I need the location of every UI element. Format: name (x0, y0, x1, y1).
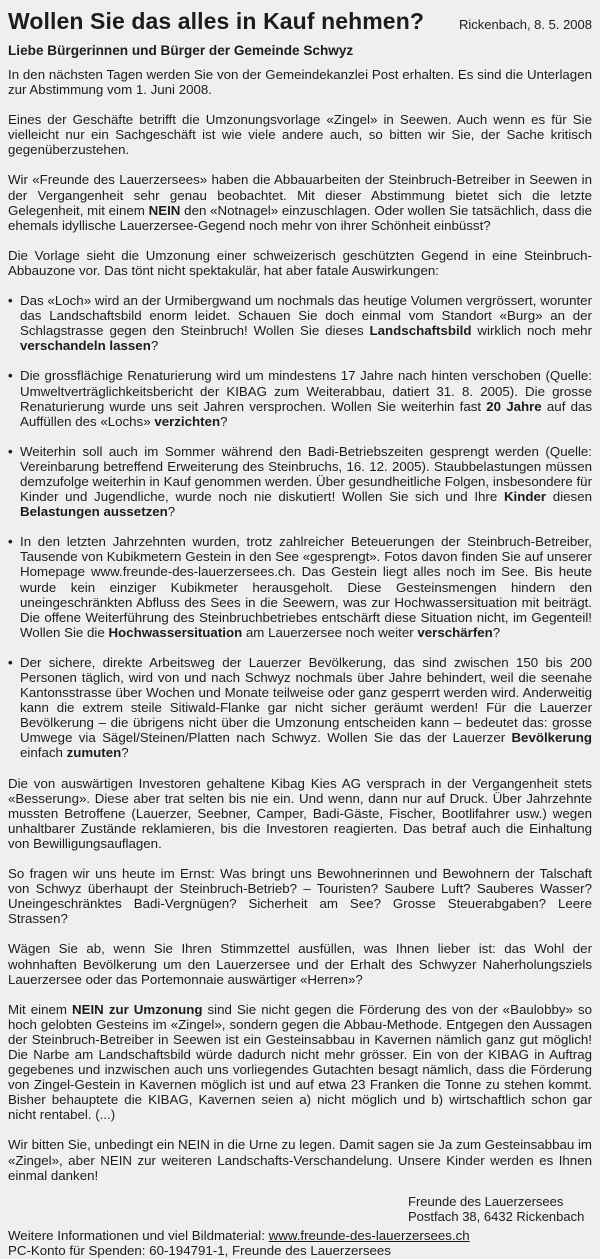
text-run: Die Vorlage sieht die Umzonung einer schweizerisch geschützten Gegend in eine Steinbruch-Abbauzone vor. Das tönt nicht spektakulär, hat aber fatale Auswirkungen: (8, 247, 592, 278)
footer (8, 1228, 592, 1259)
text-run: Weiterhin soll auch im Sommer während den Badi-Betriebszeiten gesprengt werden (Quelle: Vereinbarung betreffend Erweiterung des Steinbruchs, 16. 12. 2005). Staubbelastungen müssen demzufolge weiterhin in Kauf genommen werden. Über gesundheitliche Folgen, insbesondere für Kinder und Jugendliche, wurde noch nie diskutiert! Wollen Sie sich und Ihre (20, 443, 592, 505)
emphasis-nein: NEIN (148, 202, 181, 218)
emphasis-nein-umzonung: NEIN zur Umzonung (72, 1001, 203, 1017)
emphasis: Kinder (503, 489, 547, 505)
text-run: am Lauerzersee noch weiter (242, 624, 418, 640)
text-run: den «Notnagel» einzuschlagen. Oder wollen Sie tatsächlich, dass die ehemals idyllische Lauerzersee-Gegend noch mehr von ihrer Schönheit einbüsst? (8, 202, 593, 233)
emphasis: Hochwassersituation (108, 624, 243, 640)
text-run: ? (150, 338, 159, 354)
list-item (8, 293, 592, 353)
text-run: Wägen Sie ab, wenn Sie Ihren Stimmzettel ausfüllen, was Ihnen lieber ist: das Wohl der wohnhaften Bevölkerung um den Lauerzersee und der Erhalt des Schwyzer Naherholungsziels Lauerzersee oder das Portemonnaie auswärtiger «Herren»? (8, 941, 592, 987)
donation-info: PC-Konto für Spenden: 60-194791-1, Freunde des Lauerzersees (8, 1243, 391, 1259)
text-run: Mit einem (8, 1001, 73, 1017)
text-run: einfach (20, 745, 67, 761)
text-run: In den nächsten Tagen werden Sie von der Gemeindekanzlei Post erhalten. Es sind die Unterlagen zur Abstimmung vom 1. Juni 2008. (8, 67, 592, 98)
text-run: auf das Auffüllen des «Lochs» (20, 398, 593, 429)
text-run: ? (167, 504, 176, 520)
text-run: Die von auswärtigen Investoren gehaltene Kibag Kies AG versprach in der Vergangenheit stets «Besserung». Diese aber trat selten bis nie ein. Und wenn, dann nur auf Druck. Über Jahrzehnte mussten Betroffene (Lauerzer, Seebner, Camper, Badi-Gäste, Fischer, Bootlifahrer usw.) wegen unhaltbarer Zustände reklamieren, bis die Investoren reagierten. Das betraf auch die Einhaltung von Bewilligungsauflagen. (8, 775, 592, 851)
impact-list (8, 293, 592, 761)
text-run: ? (220, 413, 228, 429)
list-item (8, 368, 592, 428)
signature-org: Freunde des Lauerzersees (408, 1193, 564, 1209)
list-item (8, 444, 592, 519)
emphasis: Bevölkerung (511, 730, 592, 746)
text-run: Der sichere, direkte Arbeitsweg der Lauerzer Bevölkerung, das sind zwischen 150 bis 200 Personen täglich, wird von und nach Schwyz nochmals über Jahre behindert, weil die seenahe Kantonsstrasse über Wochen und Monate teilweise oder ganz gesperrt werden wird. Anderweitig kann die extrem steile Sitiwald-Flanke gar nicht sicher geräumt werden! Für die Lauerzer Bevölkerung – die übrigens nicht über die Umzonung entscheiden kann – bedeutet das: grosse Umwege via Sägel/Steinen/Platten nach Schwyz. Wollen Sie das der Lauerzer (20, 654, 592, 746)
text-run: diesen (546, 489, 592, 505)
list-item (8, 534, 592, 640)
text-run: Eines der Geschäfte betrifft die Umzonungsvorlage «Zingel» in Seewen. Auch wenn es für Sie vielleicht nur ein Sachgeschäft ist wie viele andere auch, so bitten wir Sie, der Sache kritisch gegenüberzustehen. (8, 112, 592, 158)
page-title: Wollen Sie das alles in Kauf nehmen? (8, 8, 424, 34)
text-run: ? (121, 745, 129, 761)
emphasis: zumuten (66, 745, 122, 761)
emphasis: Landschaftsbild (369, 323, 472, 339)
text-run: Wir «Freunde des Lauerzersees» haben die Abbauarbeiten der Steinbruch-Betreiber in Seewen in der Vergangenheit sehr genau beobachtet. Mit dieser Abstimmung bietet sich die letzte Gelegenheit, mit einem (8, 172, 592, 218)
text-run: wirklich noch mehr (471, 323, 593, 339)
body-section (8, 776, 592, 1183)
intro-section (8, 67, 592, 278)
text-run: In den letzten Jahrzehnten wurden, trotz zahlreicher Beteuerungen der Steinbruch-Betreiber, Tausende von Kubikmetern Gestein in den See «gesprengt». Fotos davon finden Sie auf unserer Homepage www.freunde-des-lauerzersees.ch. Das Gestein liegt alles noch im See. Bis heute wurde kein einziger Kubikmeter herausgeholt. Diese Gesteinsmengen hindern den uneingeschränkten Abfluss des Sees in die Seewern, was zur Hochwassersituation mit beiträgt. Die offene Weiterführung des Steinbruchbetriebes entschärft diese Situation nicht, im Gegenteil! Wollen Sie die (20, 534, 592, 640)
emphasis: verschandeln lassen (20, 338, 151, 354)
website-link[interactable]: www.freunde-des-lauerzersees.ch (268, 1227, 470, 1243)
body-paragraph (8, 866, 592, 926)
emphasis: verzichten (154, 413, 221, 429)
body-paragraph (8, 776, 592, 851)
signature (408, 1194, 592, 1224)
intro-paragraph (8, 112, 592, 157)
text-run: ? (492, 624, 501, 640)
info-label: Weitere Informationen und viel Bildmaterial: (8, 1227, 269, 1243)
emphasis: 20 Jahre (486, 398, 542, 414)
body-paragraph (8, 1002, 592, 1123)
intro-paragraph (8, 248, 592, 278)
signature-address: Postfach 38, 6432 Rickenbach (408, 1208, 585, 1224)
salutation: Liebe Bürgerinnen und Bürger der Gemeinde Schwyz (8, 43, 354, 58)
text-run: So fragen wir uns heute im Ernst: Was bringt uns Bewohnerinnen und Bewohnern der Talschaft von Schwyz überhaupt der Steinbruch-Betrieb? – Touristen? Saubere Luft? Sauberes Wasser? Uneingeschränktes Badi-Vergnügen? Sicherheit am See? Grosse Steuerabgaben? Leere Strassen? (8, 866, 592, 927)
intro-paragraph (8, 67, 592, 97)
body-paragraph (8, 941, 592, 986)
body-paragraph (8, 1137, 592, 1182)
footer-info (8, 1228, 592, 1244)
list-item (8, 655, 592, 761)
header (8, 8, 592, 38)
emphasis: Belastungen aussetzen (20, 504, 168, 520)
dateline: Rickenbach, 8. 5. 2008 (459, 17, 592, 32)
text-run: sind Sie nicht gegen die Förderung des von der «Baulobby» so hoch gelobten Gesteins im «Zingel», sondern gegen die Abbau-Methode. Entgegen den Aussagen der Steinbruch-Betreiber in Seewen ist ein Gesteinsabbau in Kavernen nämlich ganz gut möglich! Die Narbe am Landschaftsbild würde dadurch nicht mehr grösser. Ein von der KIBAG in Auftrag gegebenes und inzwischen auch uns vorliegendes Gutachten besagt nämlich, dass die Förderung von Zingel-Gestein in Kavernen möglich ist und auf etwa 23 Franken die Tonne zu stehen kommt. Bisher behauptete die KIBAG, Kavernen seien a) nicht möglich und b) wirtschaftlich schon gar nicht rentabel. (...) (8, 1001, 592, 1123)
text-run: Wir bitten Sie, unbedingt ein NEIN in die Urne zu legen. Damit sagen sie Ja zum Gesteinsabbau im «Zingel», aber NEIN zur weiteren Landschafts-Verschandelung. Unsere Kinder werden es Ihnen einmal danken! (8, 1137, 592, 1183)
text-run: Die grossflächige Renaturierung wird um mindestens 17 Jahre nach hinten verschoben (Quelle: Umweltverträglichkeitsbericht der KIBAG zum Weiterabbau, datiert 31. 8. 2005). Die grosse Renaturierung wurde uns seit Jahren versprochen. Wollen Sie weiterhin fast (20, 368, 592, 414)
emphasis: verschärfen (417, 624, 493, 640)
text-run: Das «Loch» wird an der Urmibergwand um nochmals das heutige Volumen vergrössert, worunter das Landschaftsbild enorm leidet. Schauen Sie doch einmal vom Standort «Burg» an der Schlagstrasse gegen den Steinbruch! Wollen Sie dieses (20, 293, 592, 339)
intro-paragraph (8, 172, 592, 232)
